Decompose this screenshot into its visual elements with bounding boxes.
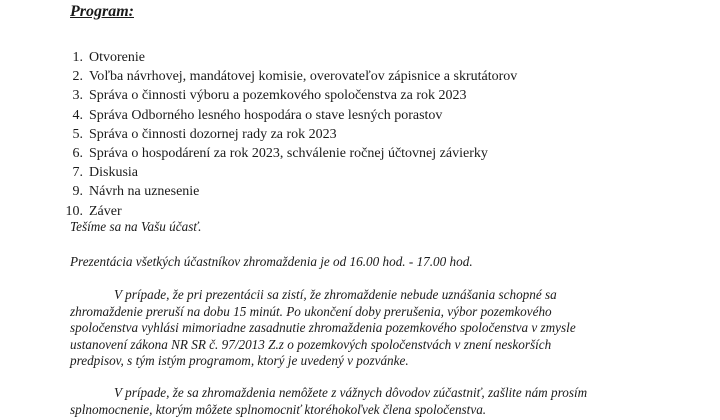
paragraph-line: V prípade, že sa zhromaždenia nemôžete z vážnych dôvodov zúčastniť, zašlite nám prosím (114, 385, 588, 400)
interruption-paragraph (70, 287, 576, 370)
agenda-item-number: 5. (72, 126, 83, 142)
agenda-item-text: Správa o hospodárení za rok 2023, schválenie ročnej účtovnej závierky (89, 145, 488, 161)
agenda-item-number: 2. (72, 69, 83, 85)
welcome-text: Tešíme sa na Vašu účasť. (70, 219, 202, 234)
agenda-item-text: Návrh na uznesenie (89, 184, 200, 200)
agenda-item-text: Záver (89, 203, 122, 219)
agenda-item-text: Diskusia (89, 165, 138, 181)
agenda-item (60, 48, 517, 67)
agenda-item (60, 202, 517, 221)
program-heading: Program: (70, 3, 134, 20)
agenda-item-number: 10. (65, 203, 83, 219)
paragraph-line: zhromaždenie preruší na dobu 15 minút. Po ukončení doby prerušenia, výbor pozemkového (70, 303, 552, 319)
agenda-item-text: Voľba návrhovej, mandátovej komisie, overovateľov zápisnice a skrutátorov (89, 69, 518, 85)
agenda-item (60, 86, 517, 105)
agenda-item (60, 182, 517, 201)
paragraph-line: predpisov, s tým istým programom, ktorý je uvedený v pozvánke. (70, 353, 409, 368)
agenda-item-number: 3. (72, 88, 83, 104)
agenda-item (60, 163, 517, 182)
agenda-item-number: 9. (72, 184, 83, 200)
agenda-item-text: Správa o činnosti výboru a pozemkového spoločenstva za rok 2023 (89, 88, 467, 104)
agenda-item (60, 144, 517, 163)
agenda-item-number: 4. (72, 107, 83, 123)
proxy-paragraph (70, 385, 588, 418)
agenda-item (60, 106, 517, 125)
agenda-item-number: 7. (72, 165, 83, 181)
agenda-item-number: 1. (72, 50, 83, 65)
agenda-item-text: Otvorenie (89, 50, 145, 65)
agenda-item (60, 67, 517, 86)
paragraph-line: V prípade, že pri prezentácii sa zistí, že zhromaždenie nebude uznášania schopné sa (114, 287, 557, 302)
paragraph-line: ustanovení zákona NR SR č. 97/2013 Z.z o pozemkových spoločenstvách v znení neskorších (70, 336, 552, 352)
agenda-item-text: Správa o činnosti dozornej rady za rok 2023 (89, 126, 337, 142)
agenda-item (60, 125, 517, 144)
paragraph-line: splnomocnenie, ktorým môžete splnomocniť ktoréhokoľvek člena spoločenstva. (70, 401, 487, 417)
agenda-item-number: 6. (72, 145, 83, 161)
paragraph-line: spoločenstva vyhlási mimoriadne zasadnutie zhromaždenia pozemkového spoločenstva v zmysle (70, 320, 576, 335)
presentation-time-text: Prezentácia všetkých účastníkov zhromaždenia je od 16.00 hod. - 17.00 hod. (70, 254, 473, 269)
agenda-item-text: Správa Odborného lesného hospodára o stave lesných porastov (89, 107, 443, 123)
agenda-list (60, 48, 517, 221)
